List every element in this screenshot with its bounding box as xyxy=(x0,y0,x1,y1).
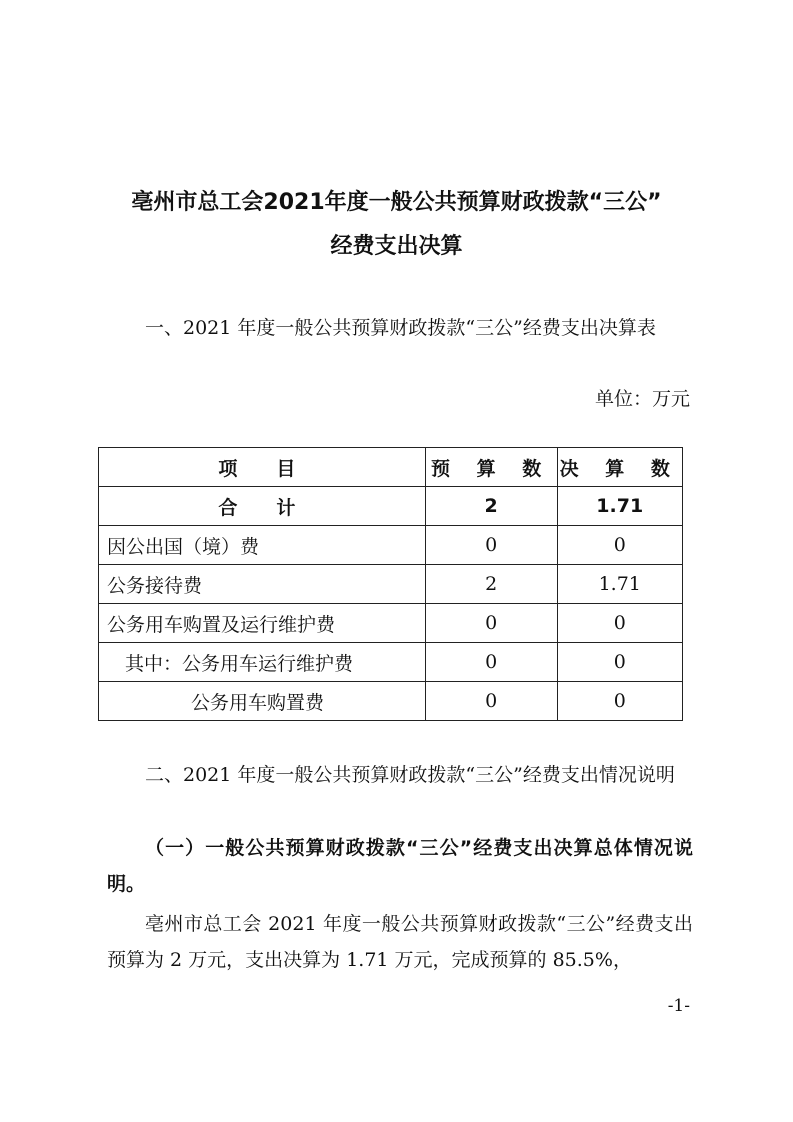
total-label: 合 计 xyxy=(99,487,426,526)
body-paragraph-1: 亳州市总工会 2021 年度一般公共预算财政拨款“三公”经费支出预算为 2 万元，支出决算为 1.71 万元，完成预算的 85.5%， xyxy=(107,913,693,971)
row-final: 0 xyxy=(557,526,683,565)
row-final: 0 xyxy=(557,604,683,643)
section-2-heading: 二、2021 年度一般公共预算财政拨款“三公”经费支出情况说明 xyxy=(145,764,675,786)
row-budget: 0 xyxy=(425,643,557,682)
document-title xyxy=(60,181,733,269)
row-final: 0 xyxy=(557,682,683,721)
table-row xyxy=(99,526,683,565)
row-budget: 0 xyxy=(425,526,557,565)
page-number: -1- xyxy=(667,996,690,1016)
header-budget: 预 算 数 xyxy=(425,448,557,487)
row-final: 1.71 xyxy=(557,565,683,604)
row-budget: 0 xyxy=(425,604,557,643)
table-row xyxy=(99,682,683,721)
unit-label: 单位：万元 xyxy=(594,388,690,410)
row-budget: 2 xyxy=(425,565,557,604)
subheading-1: （一）一般公共预算财政拨款“三公”经费支出决算总体情况说明。 xyxy=(107,837,693,895)
row-final: 0 xyxy=(557,643,683,682)
row-label: 公务接待费 xyxy=(99,565,426,604)
expense-table xyxy=(98,447,683,721)
table-total-row xyxy=(99,487,683,526)
title-line-1: 亳州市总工会2021年度一般公共预算财政拨款“三公” xyxy=(131,190,662,215)
row-budget: 0 xyxy=(425,682,557,721)
table-row xyxy=(99,565,683,604)
row-label: 因公出国（境）费 xyxy=(99,526,426,565)
section-1-heading: 一、2021 年度一般公共预算财政拨款“三公”经费支出决算表 xyxy=(145,317,656,339)
total-budget: 2 xyxy=(425,487,557,526)
header-item: 项 目 xyxy=(99,448,426,487)
row-label: 公务用车购置及运行维护费 xyxy=(99,604,426,643)
header-final: 决 算 数 xyxy=(557,448,683,487)
table-header-row xyxy=(99,448,683,487)
total-final: 1.71 xyxy=(557,487,683,526)
row-label: 公务用车购置费 xyxy=(99,682,426,721)
table-row xyxy=(99,643,683,682)
title-line-2: 经费支出决算 xyxy=(330,234,463,259)
table-row xyxy=(99,604,683,643)
row-label: 其中：公务用车运行维护费 xyxy=(99,643,426,682)
